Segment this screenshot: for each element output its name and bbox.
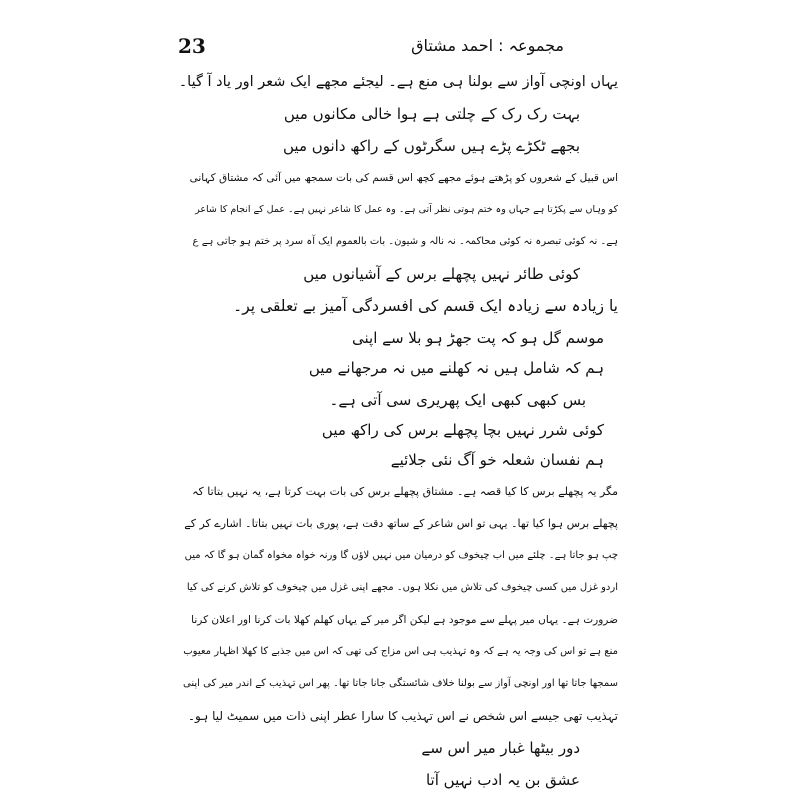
prose-line: تہذیب تھی جیسے اس شخص نے اس تہذیب کا سارا عطر اپنی ذات میں سمیٹ لیا ہو۔: [188, 709, 618, 723]
page-number: 23: [178, 34, 206, 58]
verse-line: موسم گل ہو کہ پت جھڑ ہو بلا سے اپنی: [352, 329, 604, 347]
verse-line: بہت رک رک کے چلتی ہے ہوا خالی مکانوں میں: [283, 105, 580, 123]
prose-line: ہے۔ نہ کوئی تبصرہ نہ کوئی محاکمہ۔ نہ نالہ و شیون۔ بات بالعموم ایک آہ سرد پر ختم ہو جاتی ہے ع: [192, 236, 618, 247]
prose-line: اس قبیل کے شعروں کو پڑھتے ہوئے مجھے کچھ اس قسم کی بات سمجھ میں آئی کہ مشتاق کہانی: [189, 172, 618, 184]
prose-line: کو وہاں سے پکڑتا ہے جہاں وہ ختم ہوتی نظر آتی ہے۔ وہ عمل کا شاعر نہیں ہے۔ عمل کے انجام کا شاعر: [195, 204, 618, 215]
prose-line: اردو غزل میں کسی چیخوف کی تلاش میں نکلا ہوں۔ مجھے اپنی غزل میں چیخوف کو تلاش کرنے کی کیا: [186, 582, 618, 593]
prose-line: یا زیادہ سے زیادہ ایک قسم کی افسردگی آمیز بے تعلقی پر۔: [233, 297, 618, 315]
prose-line: پچھلے برس ہوا کیا تھا۔ یہی تو اس شاعر کے ساتھ دقت ہے، پوری بات نہیں بتاتا۔ اشارے کر کے: [184, 517, 618, 530]
verse-line: دور بیٹھا غبار میر اس سے: [421, 739, 580, 757]
prose-line: بس کبھی کبھی ایک پھریری سی آتی ہے۔: [329, 391, 586, 409]
prose-line: یہاں اونچی آواز سے بولنا ہی منع ہے۔ لیجئے مجھے ایک شعر اور یاد آ گیا۔: [178, 74, 618, 90]
verse-line: کوئی طائر نہیں پچھلے برس کے آشیانوں میں: [303, 265, 580, 283]
header-title: مجموعہ : احمد مشتاق: [411, 36, 564, 55]
verse-line: بجھے ٹکڑے پڑے ہیں سگرٹوں کے راکھ دانوں میں: [283, 137, 580, 155]
prose-line: ضرورت ہے۔ یہاں میر پہلے سے موجود ہے لیکن اگر میر کے یہاں کھلم کھلا بات کرنا اور اعلان کرنا: [191, 614, 618, 626]
prose-line: منع ہے تو اس کی وجہ یہ ہے کہ وہ تہذیب ہی اس مزاج کی تھی کہ اس میں جذبے کا کھلا اظہار معیوب: [183, 646, 618, 657]
prose-line: سمجھا جاتا تھا اور اونچی آواز سے بولنا خلاف شائستگی جانا جاتا تھا۔ پھر اس تہذیب کے اندر میر کی اپنی: [183, 678, 618, 689]
verse-line: ہم کہ شامل ہیں نہ کھلنے میں نہ مرجھانے میں: [308, 359, 604, 377]
prose-line: چپ ہو جاتا ہے۔ چلئے میں اب چیخوف کو درمیان میں نہیں لاؤں گا ورنہ خواہ مخواہ گمان ہو گا کہ میں: [184, 550, 618, 561]
verse-line: عشق بن یہ ادب نہیں آتا: [425, 771, 580, 789]
verse-line: ہم نفسان شعلہ خو آگ نئی جلائیے: [390, 451, 604, 469]
prose-line: مگر یہ پچھلے برس کا کیا قصہ ہے۔ مشتاق پچھلے برس کی بات بہت کرتا ہے، یہ نہیں بتاتا کہ: [192, 485, 618, 498]
verse-line: کوئی شرر نہیں بچا پچھلے برس کی راکھ میں: [321, 421, 604, 439]
